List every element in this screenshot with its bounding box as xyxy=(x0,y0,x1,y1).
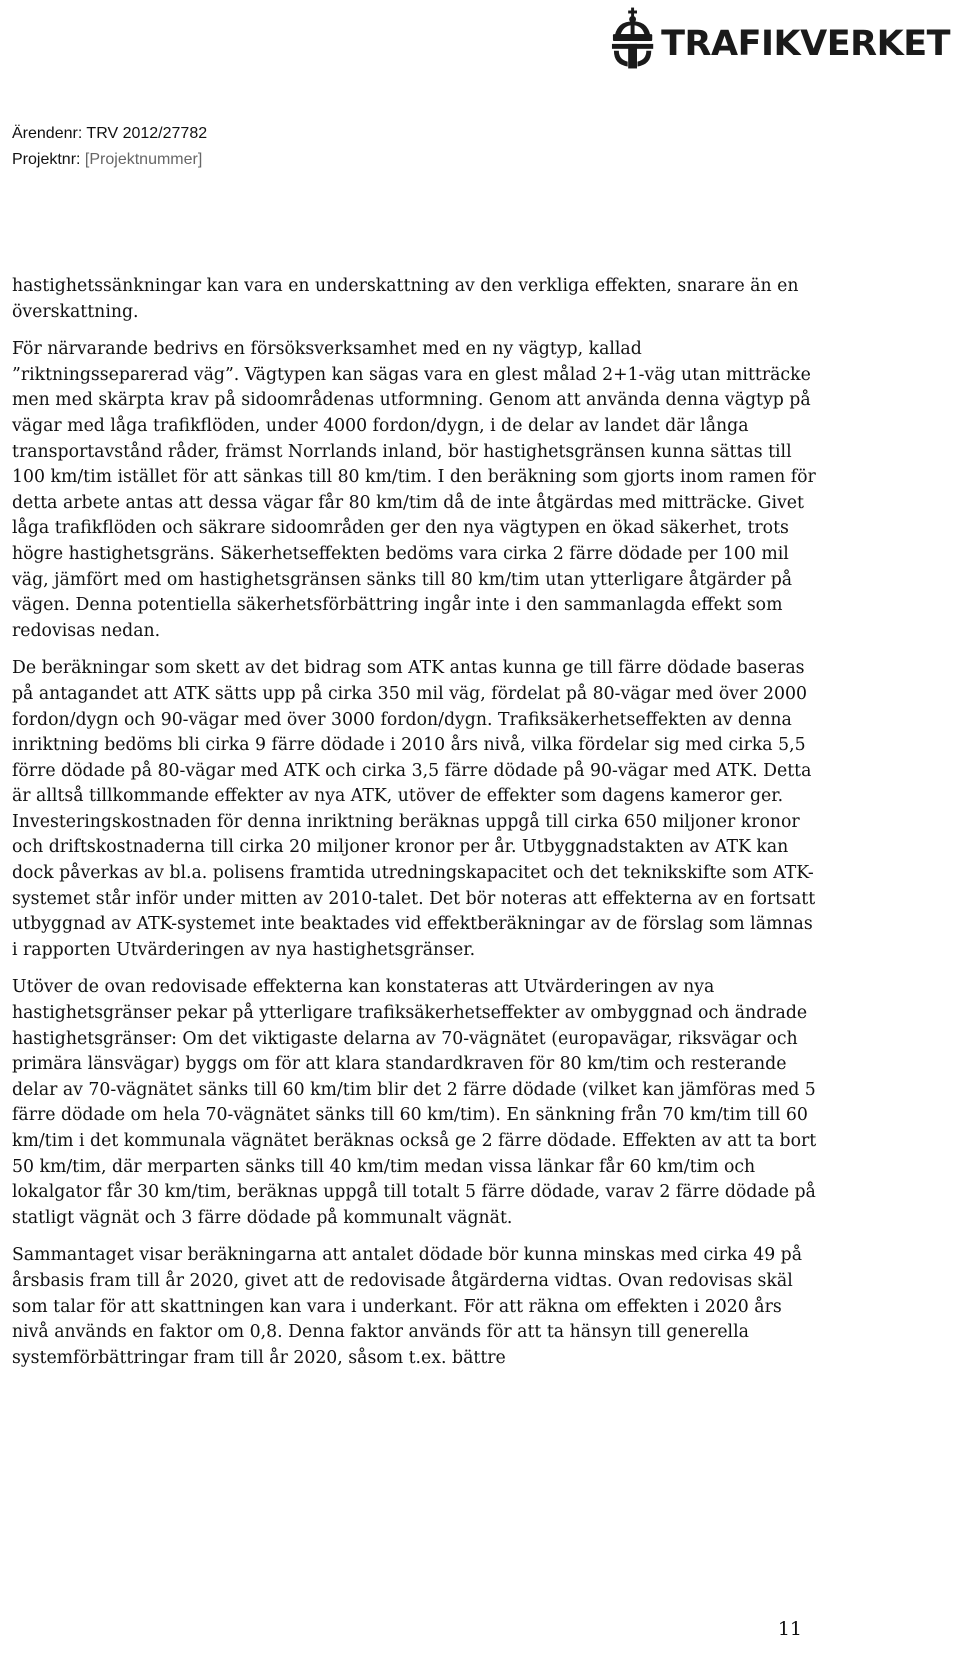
crown-icon xyxy=(610,7,655,71)
projekt-label: Projektnr: xyxy=(12,151,85,168)
projekt-number xyxy=(12,147,207,173)
document-body xyxy=(12,274,822,1383)
paragraph: För närvarande bedrivs en försöksverksamhet med en ny vägtyp, kallad ”riktningsseparerad väg”. Vägtypen kan sägas vara en glest målad 2+1-väg utan mitträcke men med skärpta krav på sidoområdenas utformning. Genom att använda denna vägtyp på vägar med låga trafikflöden, under 4000 fordon/dygn, i de delar av landet där långa transportavstånd råder, främst Norrlands inland, bör hastighetsgränsen kunna sättas till 100 km/tim istället för att sänkas till 80 km/tim. I den beräkning som gjorts inom ramen för detta arbete antas att dessa vägar får 80 km/tim då de inte åtgärdas med mitträcke. Givet låga trafikflöden och säkrare sidoområden ger den nya vägtypen en ökad säkerhet, trots högre hastighetsgräns. Säkerhetseffekten bedöms vara cirka 2 färre dödade per 100 mil väg, jämfört med om hastighetsgränsen sänks till 80 km/tim utan ytterligare åtgärder på vägen. Denna potentiella säkerhetsförbättring ingår inte i den sammanlagda effekt som redovisas nedan. xyxy=(12,339,816,641)
arende-number: Ärendenr: TRV 2012/27782 xyxy=(12,125,208,142)
logo-wordmark: TRAFIKVERKET xyxy=(661,23,950,64)
trafikverket-logo xyxy=(610,4,950,74)
paragraph: Utöver de ovan redovisade effekterna kan konstateras att Utvärderingen av nya hastighetsgränser pekar på ytterligare trafiksäkerhetseffekter av ombyggnad och ändrade hastighetsgränser: Om det viktigaste delarna av 70-vägnätet (europavägar, riksvägar och primära länsvägar) byggs om för att klara standardkraven för 80 km/tim och resterande delar av 70-vägnätet sänks till 60 km/tim blir det 2 färre dödade (vilket kan jämföras med 5 färre dödade om hela 70-vägnätet sänks till 60 km/tim). En sänkning från 70 km/tim till 60 km/tim i det kommunala vägnätet beräknas också ge 2 färre dödade. Effekten av att ta bort 50 km/tim, där merparten sänks till 40 km/tim medan vissa länkar får 60 km/tim och lokalgator får 30 km/tim, beräknas uppgå till totalt 5 färre dödade, varav 2 färre dödade på statligt vägnät och 3 färre dödade på kommunalt vägnät. xyxy=(12,977,817,1228)
projekt-placeholder: [Projektnummer] xyxy=(84,151,203,168)
paragraph: hastighetssänkningar kan vara en underskattning av den verkliga effekten, snarare än en överskattning. xyxy=(12,276,799,322)
paragraph: De beräkningar som skett av det bidrag som ATK antas kunna ge till färre dödade baseras på antagandet att ATK sätts upp på cirka 350 mil väg, fördelat på 80-vägar med över 2000 fordon/dygn och 90-vägar med över 3000 fordon/dygn. Trafiksäkerhetseffekten av denna inriktning bedöms bli cirka 9 färre dödade i 2010 års nivå, vilka fördelar sig med cirka 5,5 förre dödade på 80-vägar med ATK och cirka 3,5 färre dödade på 90-vägar med ATK. Detta är alltså tillkommande effekter av nya ATK, utöver de effekter som dagens kameror ger. Investeringskostnaden för denna inriktning beräknas uppgå till cirka 650 miljoner kronor och driftskostnaderna till cirka 20 miljoner kronor per år. Utbyggnadstakten av ATK kan dock påverkas av bl.a. polisens framtida utredningskapacitet och det teknikskifte som ATK-systemet står inför under mitten av 2010-talet. Det bör noteras att effekterna av en fortsatt utbyggnad av ATK-systemet inte beaktades vid effektberäkningar av de förslag som lämnas i rapporten Utvärderingen av nya hastighetsgränser. xyxy=(12,658,816,960)
document-meta xyxy=(12,121,207,173)
paragraph: Sammantaget visar beräkningarna att antalet dödade bör kunna minskas med cirka 49 på årsbasis fram till år 2020, givet att de redovisade åtgärderna vidtas. Ovan redovisas skäl som talar för att skattningen kan vara i underkant. För att räkna om effekten i 2020 års nivå används en faktor om 0,8. Denna faktor används för att ta hänsyn till generella systemförbättringar fram till år 2020, såsom t.ex. bättre xyxy=(12,1245,803,1368)
page-number: 11 xyxy=(777,1618,802,1640)
